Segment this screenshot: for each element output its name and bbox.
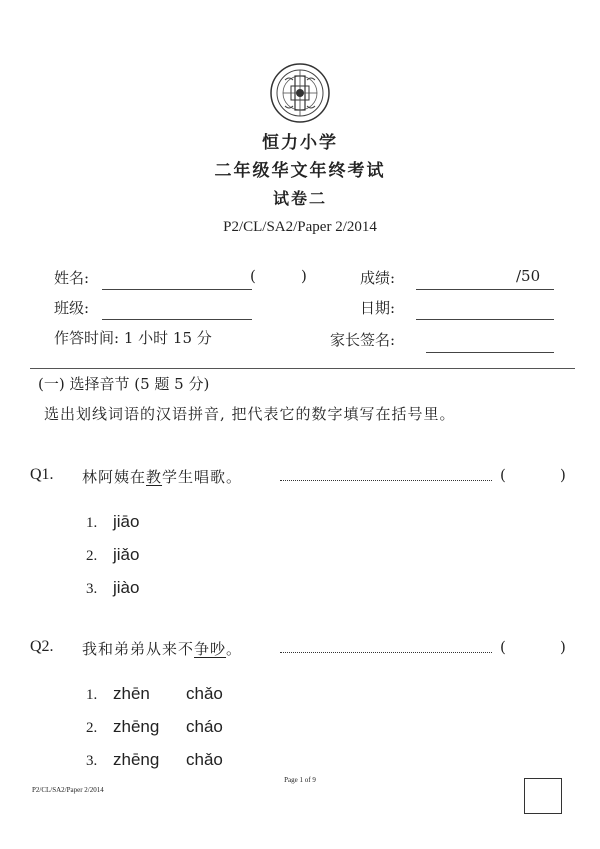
q2-number: Q2. [30,638,54,655]
q2-text-after: 。 [226,640,243,658]
q2-answer-box[interactable] [516,636,556,658]
score-total: /50 [516,267,541,285]
name-field[interactable] [102,289,252,290]
q1-option-1-number: 1. [86,515,98,531]
q2-option-1-pinyin: zhēn [113,684,150,703]
q1-text [82,466,242,487]
q1-paren-close: ) [560,466,566,484]
exam-title: 二年级华文年终考试 [214,161,386,181]
q1-paren-open: ( [500,466,506,484]
q1-option-3-pinyin: jiào [113,578,140,597]
q1-option-3-number: 3. [86,581,98,597]
date-label: 日期: [360,299,396,317]
q2-dotted-leader [280,652,492,653]
q1-number: Q1. [30,466,54,483]
q2-option-2-number: 2. [86,720,98,736]
q2-text [82,638,242,659]
name-label: 姓名: [54,269,90,287]
school-crest-icon [269,62,331,124]
school-name: 恒力小学 [262,133,338,153]
q2-option-3-number: 3. [86,753,98,769]
section-heading: (一) 选择音节 (5 题 5 分) [38,375,210,393]
section-instruction: 选出划线词语的汉语拼音, 把代表它的数字填写在括号里。 [44,405,456,423]
q2-underlined-word: 争吵 [194,640,227,658]
score-field[interactable] [416,289,554,290]
date-field[interactable] [416,319,554,320]
q2-option-2-pinyin2: cháo [186,717,223,736]
q2-text-before: 我和弟弟从来不 [82,640,195,658]
score-label: 成绩: [360,269,396,287]
paper-code: P2/CL/SA2/Paper 2/2014 [223,219,377,235]
class-field[interactable] [102,319,252,320]
name-paren-open: ( [250,267,256,285]
name-paren-close: ) [301,267,307,285]
q1-text-after: 学生唱歌。 [162,468,243,486]
q2-option-2-pinyin: zhēng [113,717,160,736]
class-label: 班级: [54,299,90,317]
q1-underlined-word: 教 [146,468,163,486]
q1-option-1-pinyin: jiāo [113,512,140,531]
page-number: Page 1 of 9 [284,776,316,784]
divider [30,368,575,369]
q2-option-3-pinyin: zhēng [113,750,160,769]
marks-box[interactable] [524,778,562,814]
q1-option-2-number: 2. [86,548,98,564]
q1-answer-box[interactable] [516,464,556,486]
q2-option-1-number: 1. [86,687,98,703]
q2-option-3-pinyin2: chǎo [186,750,223,769]
paper-title: 试卷二 [272,189,327,208]
q1-option-2-pinyin: jiǎo [113,545,140,564]
q2-paren-open: ( [500,638,506,656]
q1-dotted-leader [280,480,492,481]
footer-paper-code: P2/CL/SA2/Paper 2/2014 [32,786,104,794]
parent-sign-label: 家长签名: [330,331,396,349]
time-label: 作答时间: 1 小时 15 分 [54,329,212,347]
q1-text-before: 林阿姨在 [82,468,147,486]
q2-option-1-pinyin2: chǎo [186,684,223,703]
q2-paren-close: ) [560,638,566,656]
parent-sign-field[interactable] [426,352,554,353]
